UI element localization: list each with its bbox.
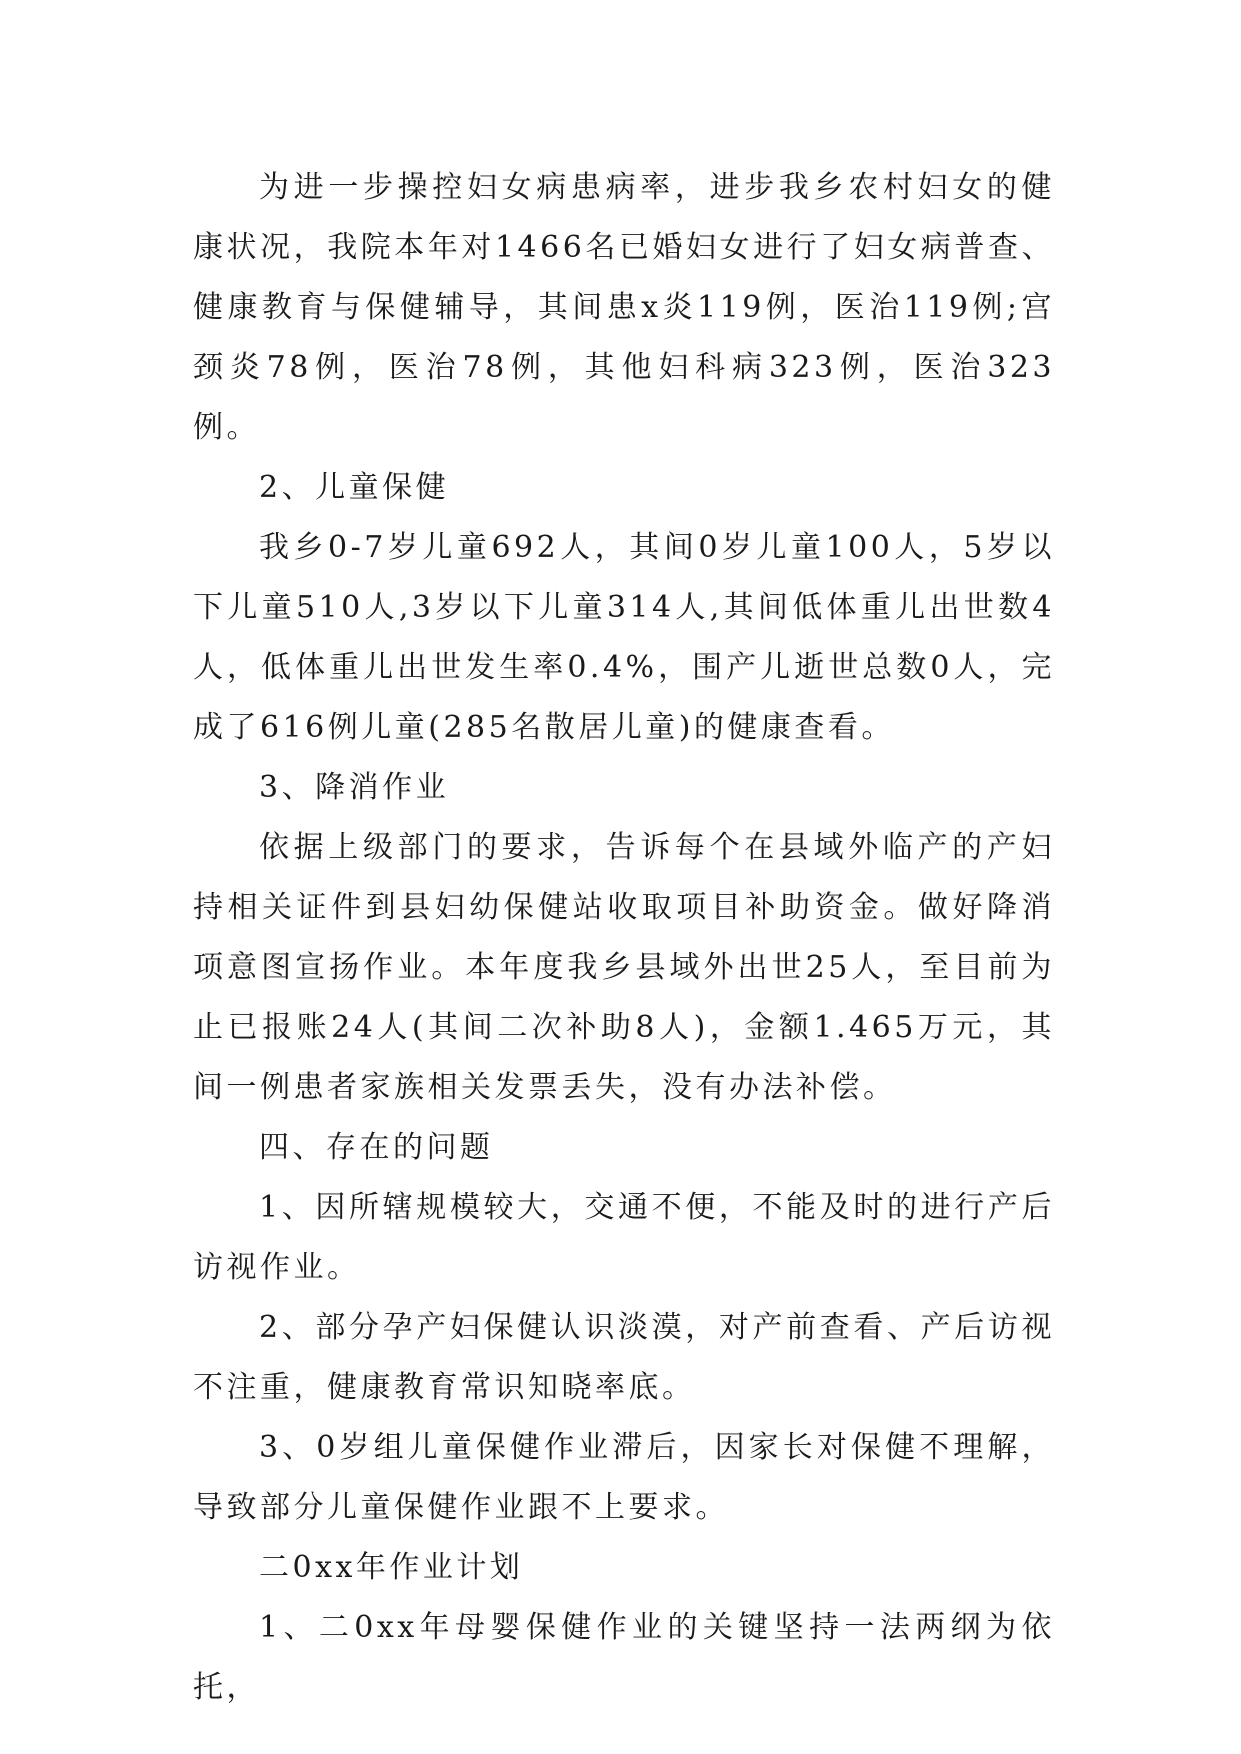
- paragraph-reduce-mortality: 依据上级部门的要求，告诉每个在县域外临产的产妇持相关证件到县妇幼保健站收取项目补助资金。做好降消项意图宣扬作业。本年度我乡县域外出世25人，至目前为止已报账24人(其间二次补助8人)，金额1.465万元，其间一例患者家族相关发票丢失，没有办法补偿。: [193, 830, 1055, 1105]
- document-body: [193, 158, 1055, 1718]
- paragraph-child-health: 我乡0-7岁儿童692人，其间0岁儿童100人，5岁以下儿童510人,3岁以下儿童314人,其间低体重儿出世数4人，低体重儿出世发生率0.4%，围产儿逝世总数0人，完成了616例儿童(285名散居儿童)的健康查看。: [193, 530, 1055, 745]
- heading-reduce-mortality: 3、降消作业: [259, 770, 450, 805]
- paragraph-plan-1: 1、二0xx年母婴保健作业的关键坚持一法两纲为依托，: [193, 1610, 1055, 1705]
- heading-work-plan: 二0xx年作业计划: [259, 1550, 524, 1585]
- paragraph-problem-2: 2、部分孕产妇保健认识淡漠，对产前查看、产后访视不注重，健康教育常识知晓率底。: [193, 1310, 1055, 1405]
- heading-child-health: 2、儿童保健: [259, 470, 450, 505]
- paragraph-problem-3: 3、0岁组儿童保健作业滞后，因家长对保健不理解，导致部分儿童保健作业跟不上要求。: [193, 1430, 1055, 1525]
- heading-existing-problems: 四、存在的问题: [259, 1130, 494, 1165]
- paragraph-problem-1: 1、因所辖规模较大，交通不便，不能及时的进行产后访视作业。: [193, 1190, 1055, 1285]
- paragraph-women-health: 为进一步操控妇女病患病率，进步我乡农村妇女的健康状况，我院本年对1466名已婚妇女进行了妇女病普查、健康教育与保健辅导，其间患x炎119例，医治119例;宫颈炎78例，医治78例，其他妇科病323例，医治323例。: [193, 170, 1055, 445]
